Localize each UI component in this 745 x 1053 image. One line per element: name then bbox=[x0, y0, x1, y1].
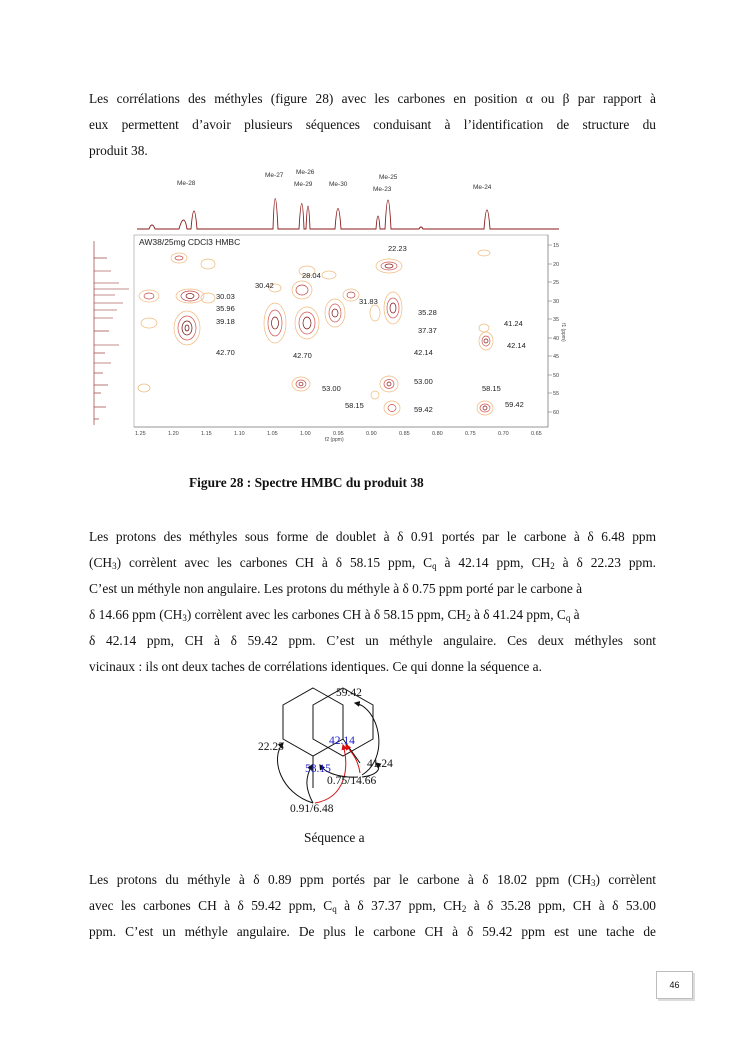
y-tick-60: 60 bbox=[553, 410, 560, 416]
label-me27: Me-27 bbox=[265, 172, 284, 179]
x-tick-0-75: 0.75 bbox=[465, 431, 476, 437]
paragraph-3 bbox=[89, 867, 656, 945]
y-tick-25: 25 bbox=[553, 280, 560, 286]
sequence-a-scheme bbox=[250, 683, 420, 818]
spectrum-title: AW38/25mg CDCl3 HMBC bbox=[139, 237, 241, 247]
x-axis bbox=[134, 427, 548, 443]
x-tick-1-15: 1.15 bbox=[201, 431, 212, 437]
peak-42-14-a: 42.14 bbox=[414, 348, 433, 357]
scheme-0-91-6-48: 0.91/6.48 bbox=[290, 803, 334, 815]
page-number: 46 bbox=[656, 971, 693, 999]
peak-53-00-b: 53.00 bbox=[414, 377, 433, 386]
arrow-0-75-to-42-14 bbox=[346, 745, 360, 773]
hmbc-spectrum-figure bbox=[89, 163, 569, 445]
y-tick-40: 40 bbox=[553, 336, 560, 342]
peak-59-42-a: 59.42 bbox=[414, 405, 433, 414]
p3-line-1: Les protons du méthyle à δ 0.89 ppm portés par le carbone à δ 18.02 ppm $(CH_3)$ corrèlent bbox=[89, 872, 656, 888]
scheme-0-75-14-66: 0.75/14.66 bbox=[327, 775, 377, 787]
peak-35-96: 35.96 bbox=[216, 304, 235, 313]
peak-42-70-b: 42.70 bbox=[293, 351, 312, 360]
x-tick-0-80: 0.80 bbox=[432, 431, 443, 437]
peak-53-00-a: 53.00 bbox=[322, 384, 341, 393]
peak-31-83: 31.83 bbox=[359, 297, 378, 306]
peak-30-42: 30.42 bbox=[255, 281, 274, 290]
p2-line-2: $(CH_3)$ corrèlent avec les carbones CH à δ 58.15 ppm, $C_q$ à 42.14 ppm, $CH_2$ à δ 22.23 ppm. bbox=[89, 555, 657, 571]
p2-line-6: vicinaux : ils ont deux taches de corrélations identiques. Ce qui donne la séquence a. bbox=[89, 659, 542, 674]
x-tick-1-00: 1.00 bbox=[300, 431, 311, 437]
scheme-22-23: 22.23 bbox=[258, 741, 284, 753]
p3-line-3: ppm. C’est un méthyle angulaire. De plus le carbone CH à δ 59.42 ppm est une tache de bbox=[89, 924, 656, 939]
peak-28-04: 28.04 bbox=[302, 271, 321, 280]
x-axis-label: f2 (ppm) bbox=[325, 437, 344, 443]
peak-59-42-b: 59.42 bbox=[505, 400, 524, 409]
label-me25: Me-25 bbox=[379, 174, 398, 181]
x-tick-0-65: 0.65 bbox=[531, 431, 542, 437]
peak-58-15-a: 58.15 bbox=[345, 401, 364, 410]
p2-line-1: Les protons des méthyles sous forme de doublet à δ 0.91 portés par le carbone à δ 6.48 ppm bbox=[89, 529, 656, 544]
x-tick-1-05: 1.05 bbox=[267, 431, 278, 437]
label-me29: Me-29 bbox=[294, 181, 313, 188]
y-tick-55: 55 bbox=[553, 391, 560, 397]
y-axis bbox=[548, 235, 566, 427]
proton-projection bbox=[137, 199, 559, 230]
intro-line-1: Les corrélations des méthyles (figure 28) avec les carbones en position α ou β par rapport à bbox=[89, 91, 656, 106]
x-tick-0-70: 0.70 bbox=[498, 431, 509, 437]
x-tick-1-10: 1.10 bbox=[234, 431, 245, 437]
sequence-caption: Séquence a bbox=[304, 830, 365, 845]
label-me30: Me-30 bbox=[329, 181, 348, 188]
p2-line-4: δ 14.66 ppm $(CH_3)$ corrèlent avec les carbones CH à δ 58.15 ppm, $CH_2$ à δ 41.24 ppm, $C_q$ à bbox=[89, 607, 580, 623]
scheme-58-15: 58.15 bbox=[305, 763, 331, 775]
peak-30-03: 30.03 bbox=[216, 292, 235, 301]
label-me26: Me-26 bbox=[296, 169, 315, 176]
proton-labels bbox=[177, 169, 492, 193]
paragraph-2 bbox=[89, 524, 656, 680]
intro-paragraph bbox=[89, 86, 656, 164]
peak-42-70-a: 42.70 bbox=[216, 348, 235, 357]
x-tick-0-95: 0.95 bbox=[333, 431, 344, 437]
peak-37-37: 37.37 bbox=[418, 326, 437, 335]
label-me23: Me-23 bbox=[373, 186, 392, 193]
plot-frame bbox=[134, 235, 548, 427]
x-tick-1-20: 1.20 bbox=[168, 431, 179, 437]
x-tick-0-90: 0.90 bbox=[366, 431, 377, 437]
peak-42-14-b: 42.14 bbox=[507, 341, 526, 350]
scheme-42-14: 42.14 bbox=[329, 735, 355, 747]
x-tick-1-25: 1.25 bbox=[135, 431, 146, 437]
p2-line-3: C’est un méthyle non angulaire. Les protons du méthyle à δ 0.75 ppm porté par le carbone à bbox=[89, 581, 583, 596]
y-axis-label: f1 (ppm) bbox=[560, 323, 566, 342]
x-tick-0-85: 0.85 bbox=[399, 431, 410, 437]
peak-39-18: 39.18 bbox=[216, 317, 235, 326]
y-tick-45: 45 bbox=[553, 354, 560, 360]
y-tick-15: 15 bbox=[553, 243, 560, 249]
scheme-41-24: 41.24 bbox=[367, 758, 393, 770]
scheme-59-42: 59.42 bbox=[336, 687, 362, 699]
carbon-projection bbox=[94, 241, 129, 425]
y-tick-20: 20 bbox=[553, 262, 560, 268]
intro-line-2: eux permettent d’avoir plusieurs séquences conduisant à l’identification de structure du bbox=[89, 117, 656, 132]
peak-41-24: 41.24 bbox=[504, 319, 523, 328]
y-tick-30: 30 bbox=[553, 299, 560, 305]
label-me24: Me-24 bbox=[473, 184, 492, 191]
y-tick-50: 50 bbox=[553, 373, 560, 379]
label-me28: Me-28 bbox=[177, 180, 196, 187]
peak-58-15-b: 58.15 bbox=[482, 384, 501, 393]
y-tick-35: 35 bbox=[553, 317, 560, 323]
intro-line-3: produit 38. bbox=[89, 143, 148, 158]
figure-caption: Figure 28 : Spectre HMBC du produit 38 bbox=[189, 475, 424, 490]
p2-line-5: δ 42.14 ppm, CH à δ 59.42 ppm. C’est un méthyle angulaire. Ces deux méthyles sont bbox=[89, 633, 656, 648]
peak-35-28: 35.28 bbox=[418, 308, 437, 317]
p3-line-2: avec les carbones CH à δ 59.42 ppm, $C_q$ à δ 37.37 ppm, $CH_2$ à δ 35.28 ppm, CH à δ 53.00 bbox=[89, 898, 656, 914]
peak-22-23: 22.23 bbox=[388, 244, 407, 253]
